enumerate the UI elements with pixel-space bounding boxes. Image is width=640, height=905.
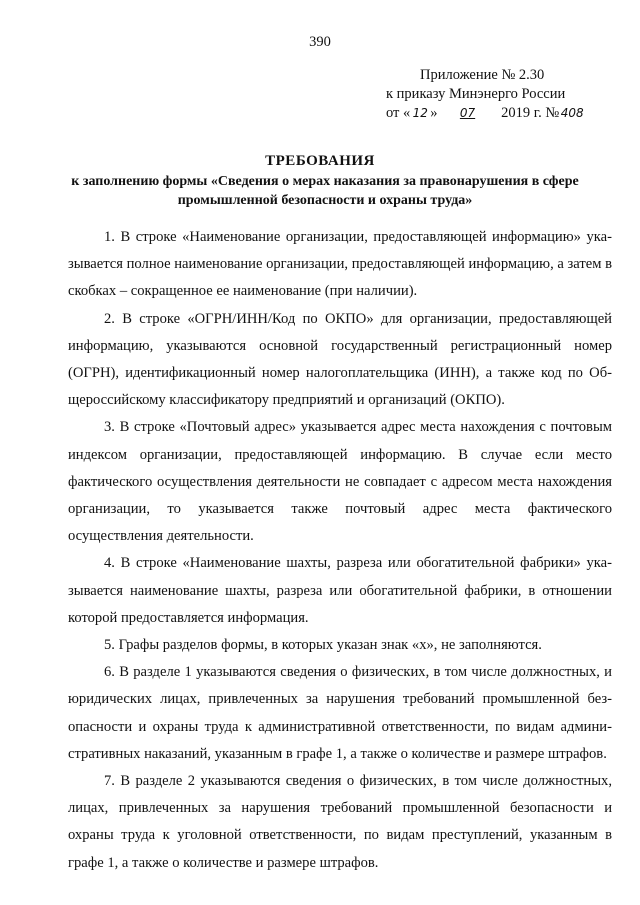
quote-close: »: [430, 105, 438, 121]
paragraph-1: 1. В строке «Наименование организации, предоставляющей информацию» указывается полное наименование организации, предоставляющей информацию, а затем в скобках – сокращенное ее наименование (при наличии).: [68, 229, 612, 300]
page-number: 390: [309, 34, 331, 50]
paragraph-7: 7. В разделе 2 указываются сведения о физических, в том числе должностных, лицах, привлеченных за нарушения требований промышленной безопасности и охраны труда к уголовной ответственности, по видам преступлений, указанным в графе 1, а также о количестве и размере штрафов.: [68, 773, 612, 871]
handwritten-month: 07: [459, 106, 476, 120]
appendix-header: [384, 66, 614, 123]
appendix-line: Приложение № 2.30: [420, 67, 545, 83]
document-subtitle: к заполнению формы «Сведения о мерах наказания за правонарушения в сфере промышленной безопасности и охраны труда»: [71, 174, 579, 208]
order-reference-line: к приказу Минэнерго России: [386, 86, 566, 102]
document-title: ТРЕБОВАНИЯ: [265, 153, 375, 169]
paragraph-4: 4. В строке «Наименование шахты, разреза или обогатительной фабрики» указывается наименование шахты, разреза или обогатительной фабрики, в отношении которой предоставляется информация.: [68, 555, 612, 626]
date-prefix: от «: [386, 105, 411, 121]
document-body: [68, 224, 612, 877]
paragraph-2: 2. В строке «ОГРН/ИНН/Код по ОКПО» для организации, предоставляющей информацию, указываются основной государственный регистрационный номер (ОГРН), идентификационный номер налогоплательщика (ИНН), а также код по Общероссийскому классификатору предприятий и организаций (ОКПО).: [68, 310, 612, 409]
paragraph-6: 6. В разделе 1 указываются сведения о физических, в том числе должностных, и юридических лицах, привлеченных за нарушения требований промышленной безопасности и охраны труда к административной ответственности, по видам административных наказаний, указанным в графе 1, а также о количестве и размере штрафов.: [68, 664, 612, 762]
handwritten-day: 12: [412, 106, 428, 120]
handwritten-order-number: 408: [560, 106, 584, 120]
order-date-line: [384, 104, 614, 123]
year-text: 2019 г. №: [501, 105, 560, 121]
paragraph-3: 3. В строке «Почтовый адрес» указывается адрес места нахождения с почтовым индексом организации, предоставляющей информацию. В случае если место фактического осуществления деятельности не совпадает с адресом места нахождения организации, то указывается также почтовый адрес места фактического осуществления деятельности.: [68, 419, 612, 545]
paragraph-5: 5. Графы разделов формы, в которых указан знак «х», не заполняются.: [104, 637, 542, 654]
